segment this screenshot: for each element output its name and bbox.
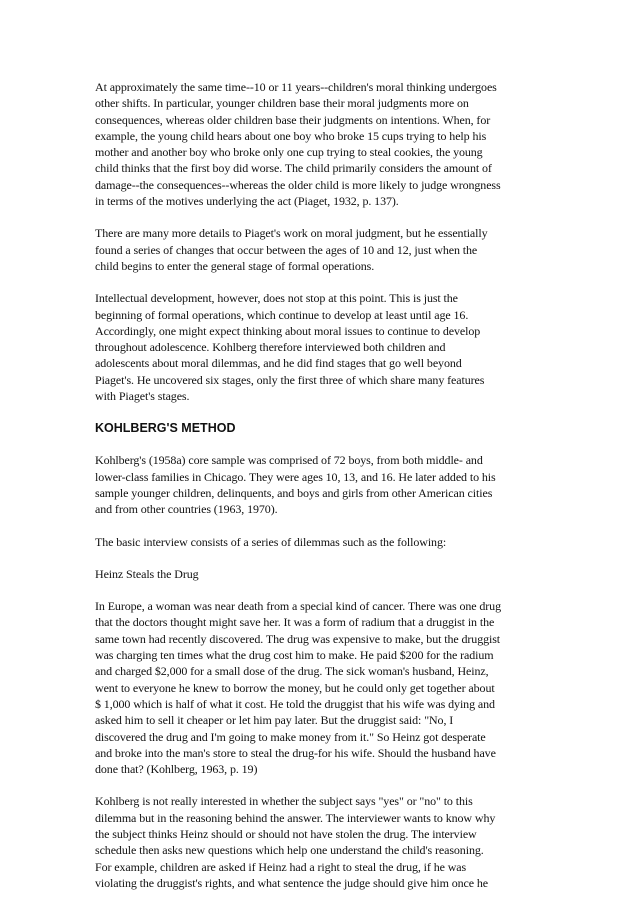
paragraph-core-sample: Kohlberg's (1958a) core sample was comprised of 72 boys, from both middle- and lower-class families in Chicago. They were ages 10, 13, and 16. He later added to his sample younger children, delinquents, and boys and girls from other American cities and from other countries (1963, 1970). (95, 453, 496, 517)
paragraph-intellectual-development: Intellectual development, however, does not stop at this point. This is just the beginning of formal operations, which continue to develop at least until age 16. Accordingly, one might expect thinking about moral issues to continue to develop throughout adolescence. Kohlberg therefore interviewed both children and adolescents about moral dilemmas, and he did find stages that go well beyond Piaget's. He uncovered six stages, only the first three of which share many features with Piaget's stages. (95, 291, 485, 404)
dilemma-title: Heinz Steals the Drug (95, 566, 199, 581)
paragraph-piaget-details: There are many more details to Piaget's work on moral judgment, but he essentially found a series of changes that occur between the ages of 10 and 12, just when the child begins to enter the general stage of formal operations. (95, 226, 488, 273)
paragraph-heinz-dilemma: In Europe, a woman was near death from a special kind of cancer. There was one drug that the doctors thought might save her. It was a form of radium that a druggist in the same town had recently discovered. The drug was expensive to make, but the druggist was charging ten times what the drug cost him to make. He paid $200 for the radium and charged $2,000 for a small dose of the drug. The sick woman's husband, Heinz, went to everyone he knew to borrow the money, but he could only get together about $ 1,000 which is half of what it cost. He told the druggist that his wife was dying and asked him to sell it cheaper or let him pay later. But the druggist said: "No, I discovered the drug and I'm going to make money from it." So Heinz got desperate and broke into the man's store to steal the drug-for his wife. Should the husband have done that? (Kohlberg, 1963, p. 19) (95, 599, 501, 777)
paragraph-moral-shifts: At approximately the same time--10 or 11 years--children's moral thinking undergoes other shifts. In particular, younger children base their moral judgments more on consequences, whereas older children base their judgments on intentions. When, for example, the young child hears about one boy who broke 15 cups trying to help his mother and another boy who broke only one cup trying to steal cookies, the young child thinks that the first boy did worse. The child primarily considers the amount of damage--the consequences--whereas the older child is more likely to judge wrongness in terms of the motives underlying the act (Piaget, 1932, p. 137). (95, 80, 501, 209)
section-heading: KOHLBERG'S METHOD (95, 421, 236, 436)
document-body (95, 79, 545, 907)
paragraph-reasoning: Kohlberg is not really interested in whether the subject says "yes" or "no" to this dilemma but in the reasoning behind the answer. The interviewer wants to know why the subject thinks Heinz should or should not have stolen the drug. The interview schedule then asks new questions which help one understand the child's reasoning. For example, children are asked if Heinz had a right to steal the drug, if he was violating the druggist's rights, and what sentence the judge should give him once he (95, 794, 496, 890)
paragraph-interview-intro: The basic interview consists of a series of dilemmas such as the following: (95, 534, 447, 549)
